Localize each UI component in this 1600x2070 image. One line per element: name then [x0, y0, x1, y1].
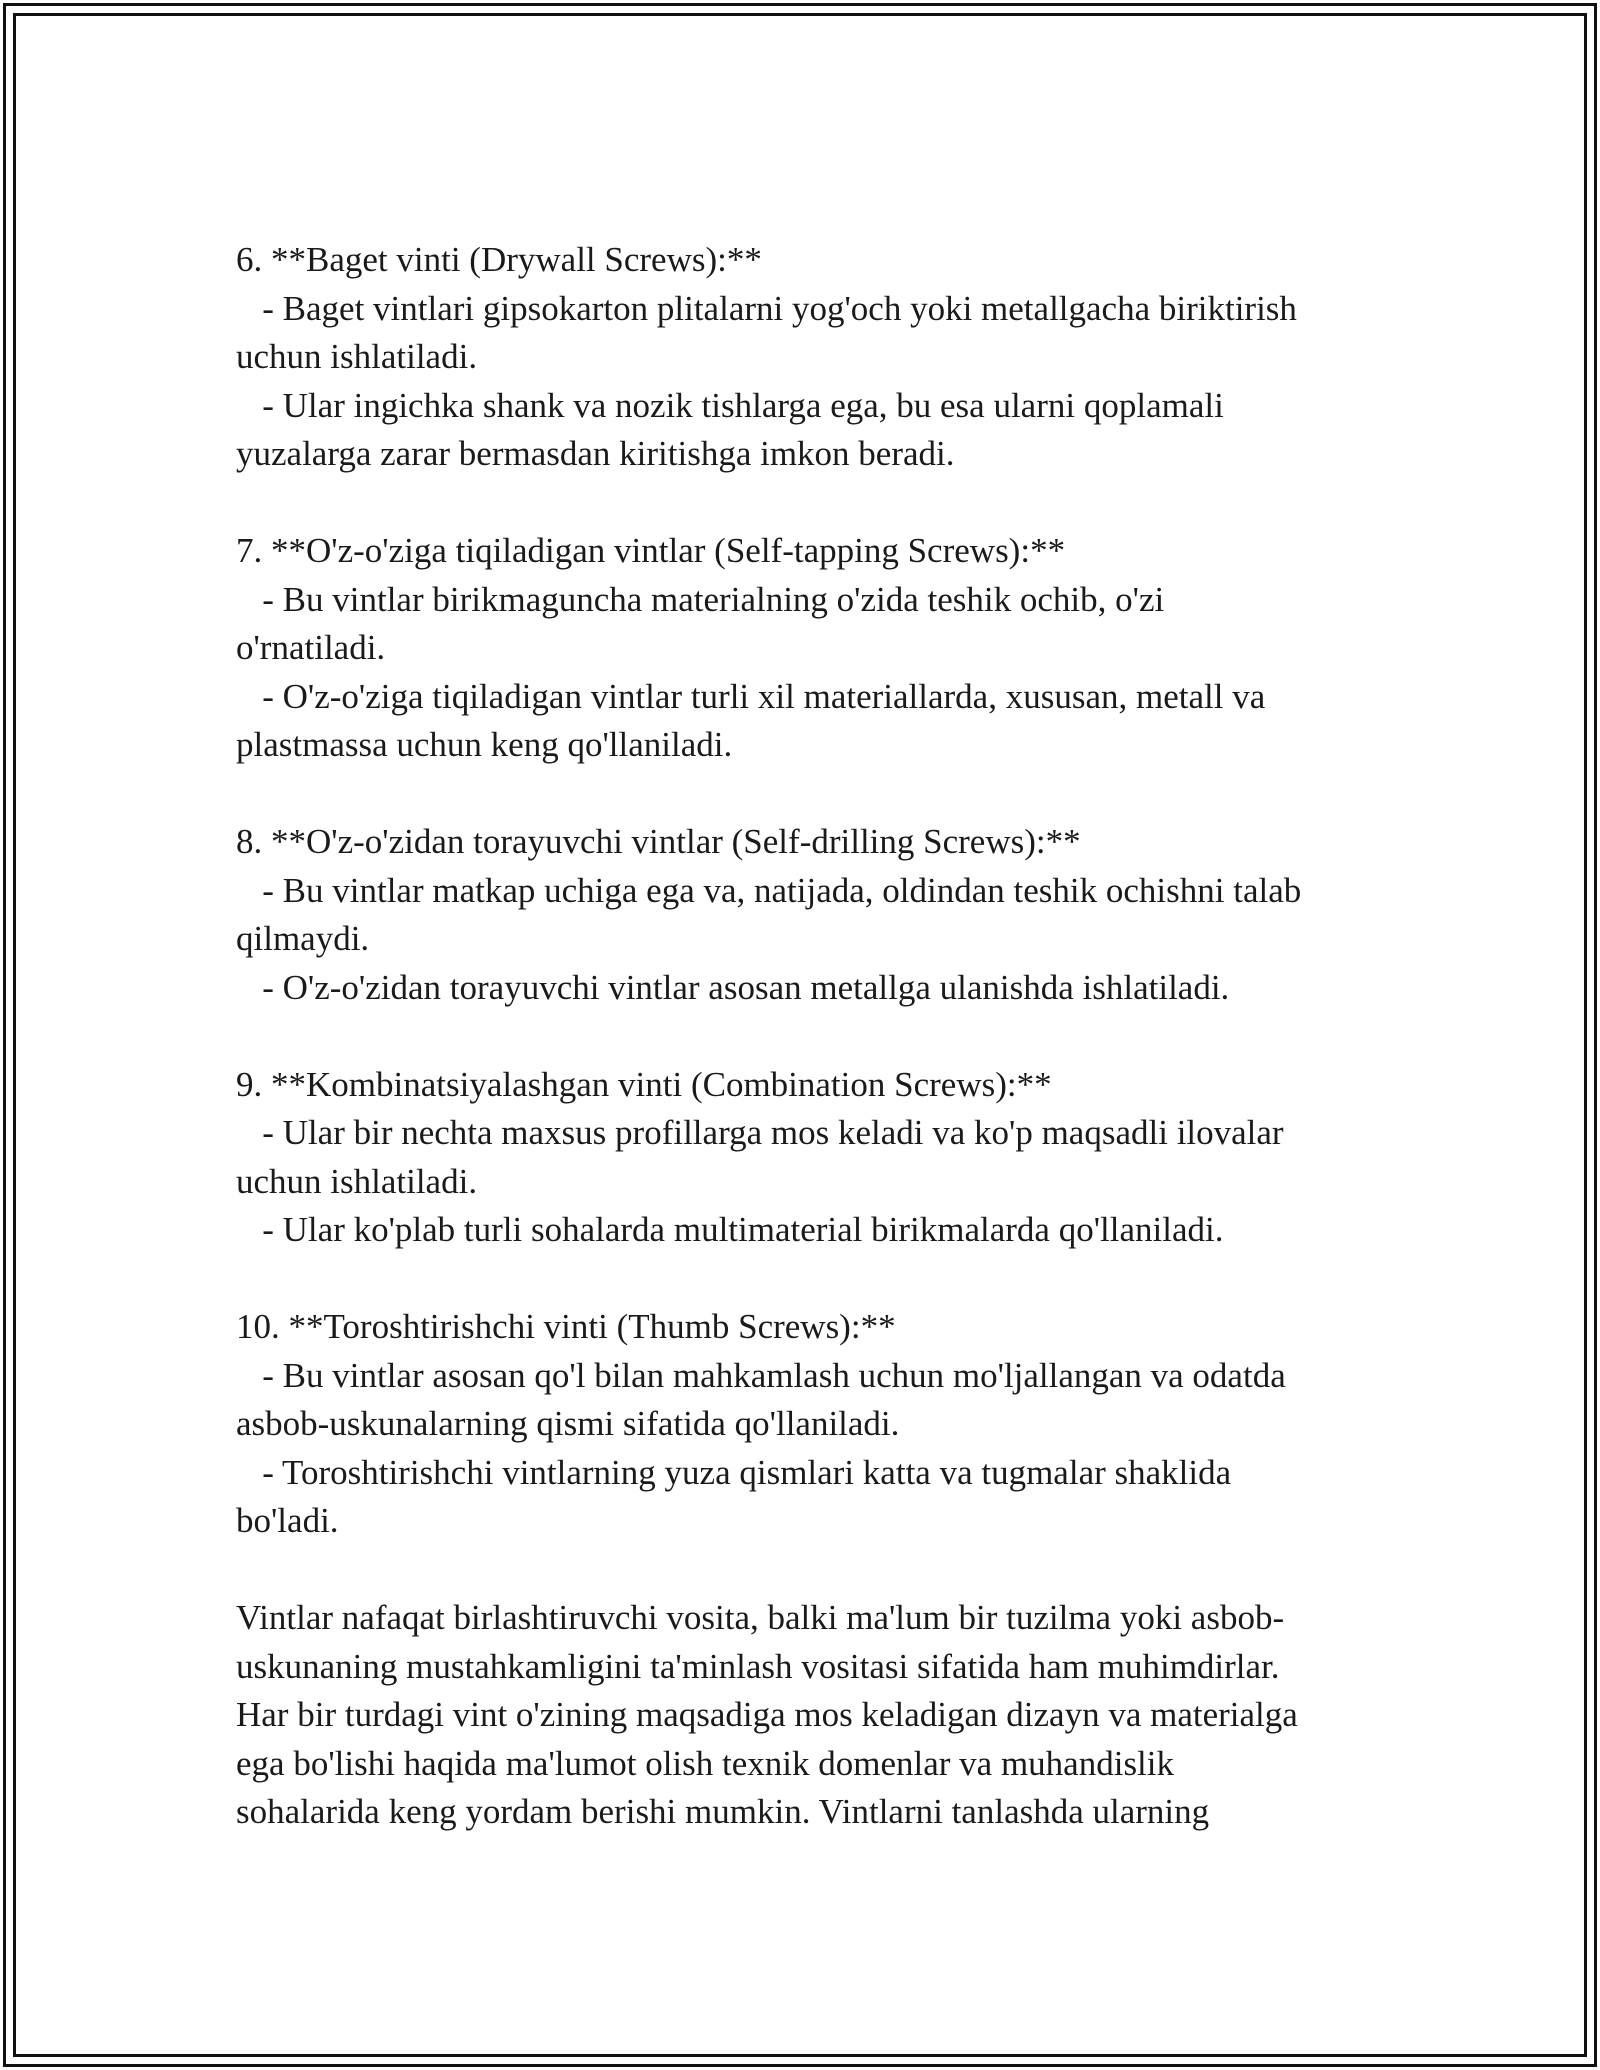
- bullet-text: - Bu vintlar matkap uchiga ega va, natijada, oldindan teshik ochishni talab: [236, 870, 1302, 910]
- bullet-text-continuation: uchun ishlatiladi.: [236, 1161, 478, 1201]
- bullet-text: - Ular ko'plab turli sohalarda multimaterial birikmalarda qo'llaniladi.: [236, 1210, 1224, 1249]
- closing-paragraph: [236, 1594, 1376, 1837]
- paragraph-line: uskunaning mustahkamligini ta'minlash vositasi sifatida ham muhimdirlar.: [236, 1646, 1280, 1686]
- bullet-text-continuation: asbob-uskunalarning qismi sifatida qo'llaniladi.: [236, 1404, 900, 1443]
- bullet-text-continuation: bo'ladi.: [236, 1501, 339, 1540]
- list-item-combination-screws: [236, 1061, 1376, 1255]
- bullet-text: - Bu vintlar birikmaguncha materialning o'zida teshik ochib, o'zi: [236, 579, 1165, 619]
- list-item-thumb-screws: [236, 1303, 1376, 1546]
- bullet-text-continuation: plastmassa uchun keng qo'llaniladi.: [236, 725, 733, 764]
- section-heading: 6. **Baget vinti (Drywall Screws):**: [236, 240, 762, 279]
- bullet-text: - Ular ingichka shank va nozik tishlarga ega, bu esa ularni qoplamali: [236, 385, 1224, 425]
- bullet-text: - Baget vintlari gipsokarton plitalarni yog'och yoki metallgacha biriktirish: [236, 288, 1297, 328]
- bullet-text: - Bu vintlar asosan qo'l bilan mahkamlash uchun mo'ljallangan va odatda: [236, 1355, 1286, 1395]
- paragraph-line: Har bir turdagi vint o'zining maqsadiga mos keladigan dizayn va materialga: [236, 1695, 1298, 1734]
- list-item-self-tapping-screws: [236, 527, 1376, 770]
- bullet-text: - O'z-o'zidan torayuvchi vintlar asosan metallga ulanishda ishlatiladi.: [236, 967, 1230, 1007]
- document-body: [236, 236, 1376, 1885]
- bullet-text-continuation: qilmaydi.: [236, 919, 370, 958]
- paragraph-line: sohalarida keng yordam berishi mumkin. Vintlarni tanlashda ularning: [236, 1792, 1210, 1831]
- bullet-text: - Toroshtirishchi vintlarning yuza qismlari katta va tugmalar shaklida: [236, 1452, 1232, 1492]
- section-heading: 8. **O'z-o'zidan torayuvchi vintlar (Self-drilling Screws):**: [236, 822, 1081, 861]
- section-heading: 9. **Kombinatsiyalashgan vinti (Combination Screws):**: [236, 1064, 1052, 1104]
- bullet-text-continuation: uchun ishlatiladi.: [236, 337, 478, 376]
- bullet-text-continuation: yuzalarga zarar bermasdan kiritishga imkon beradi.: [236, 434, 955, 473]
- bullet-text-continuation: o'rnatiladi.: [236, 628, 386, 667]
- bullet-text: - O'z-o'ziga tiqiladigan vintlar turli xil materiallarda, xususan, metall va: [236, 676, 1266, 716]
- paragraph-line: Vintlar nafaqat birlashtiruvchi vosita, balki ma'lum bir tuzilma yoki asbob-: [236, 1598, 1285, 1637]
- section-heading: 10. **Toroshtirishchi vinti (Thumb Screws):**: [236, 1307, 896, 1346]
- section-heading: 7. **O'z-o'ziga tiqiladigan vintlar (Self-tapping Screws):**: [236, 531, 1066, 570]
- list-item-drywall-screws: [236, 236, 1376, 479]
- list-item-self-drilling-screws: [236, 818, 1376, 1012]
- bullet-text: - Ular bir nechta maxsus profillarga mos keladi va ko'p maqsadli ilovalar: [236, 1113, 1284, 1152]
- paragraph-line: ega bo'lishi haqida ma'lumot olish texnik domenlar va muhandislik: [236, 1743, 1175, 1783]
